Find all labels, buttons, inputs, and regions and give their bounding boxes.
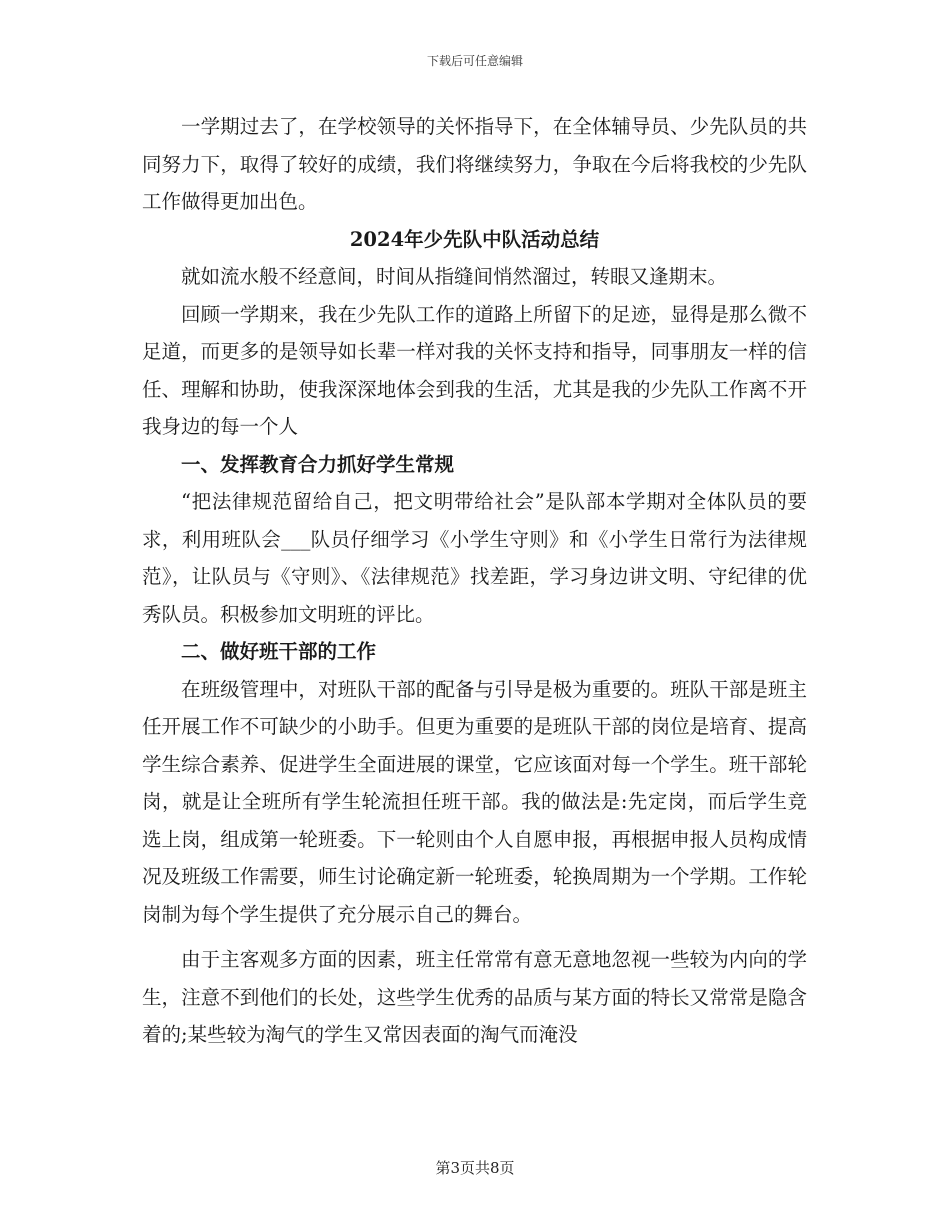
document-body [142,108,807,1054]
paragraph-review: 回顾一学期来，我在少先队工作的道路上所留下的足迹，显得是那么微不足道，而更多的是领导如长辈一样对我的关怀支持和指导，同事朋友一样的信任、理解和协助，使我深深地体会到我的生活，尤其是我的少先队工作离不开我身边的每一个人 [142,302,807,438]
paragraph-section-1: “把法律规范留给自己，把文明带给社会”是队部本学期对全体队员的要求，利用班队会___队员仔细学习《小学生守则》和《小学生日常行为法律规范》，让队员与《守则》、《法律规范》找差距，学习身边讲文明、守纪律的优秀队员。积极参加文明班的评比。 [142,490,807,626]
page-footer: 第3页共8页 [435,1159,515,1177]
document-title: 2024年少先队中队活动总结 [349,227,600,251]
section-heading-1: 一、发挥教育合力抓好学生常规 [181,452,455,476]
paragraph-closing: 一学期过去了，在学校领导的关怀指导下，在全体辅导员、少先队员的共同努力下，取得了较好的成绩，我们将继续努力，争取在今后将我校的少先队工作做得更加出色。 [142,115,807,213]
page-header: 下载后可任意编辑 [426,54,523,68]
paragraph-section-2-cont: 由于主客观多方面的因素，班主任常常有意无意地忽视一些较为内向的学生，注意不到他们的长处，这些学生优秀的品质与某方面的特长又常常是隐含着的;某些较为淘气的学生又常因表面的淘气而淹没 [142,948,807,1046]
paragraph-intro: 就如流水般不经意间，时间从指缝间悄然溜过，转眼又逢期末。 [181,265,728,288]
section-heading-2: 二、做好班干部的工作 [181,640,377,663]
paragraph-section-2: 在班级管理中，对班队干部的配备与引导是极为重要的。班队干部是班主任开展工作不可缺少的小助手。但更为重要的是班队干部的岗位是培育、提高学生综合素养、促进学生全面进展的课堂，它应该面对每一个学生。班干部轮岗，就是让全班所有学生轮流担任班干部。我的做法是:先定岗，而后学生竞选上岗，组成第一轮班委。下一轮则由个人自愿申报，再根据申报人员构成情况及班级工作需要，师生讨论确定新一轮班委，轮换周期为一个学期。工作轮岗制为每个学生提供了充分展示自己的舞台。 [142,677,807,926]
